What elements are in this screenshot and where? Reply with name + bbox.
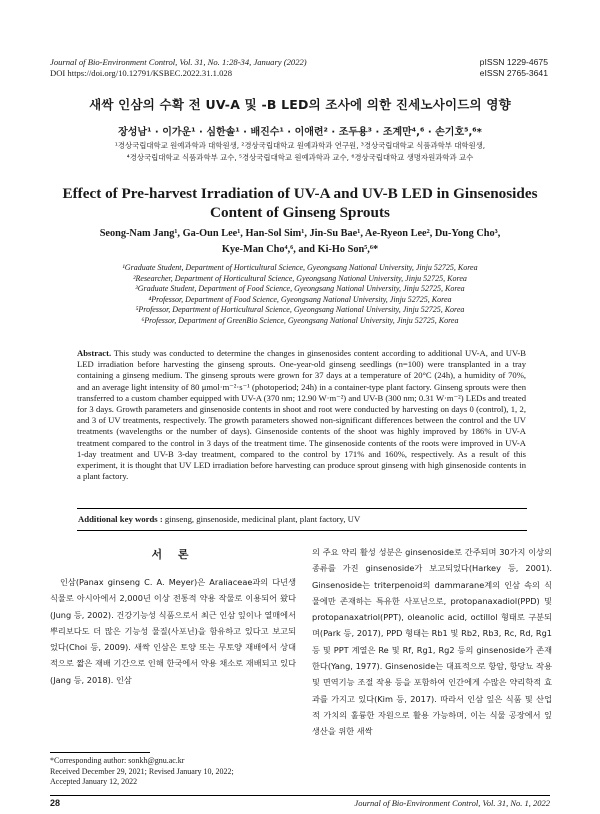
english-title [0,184,600,222]
abstract [77,348,526,482]
keywords [78,514,528,524]
received-dates: Received December 29, 2021; Revised January 10, 2022; [50,766,234,776]
divider [77,530,527,531]
affiliation-line: ¹Graduate Student, Department of Horticultural Science, Gyeongsang National University, Jinju 52725, Korea [122,263,478,272]
body-paragraph: 인삼(Panax ginseng C. A. Meyer)은 Araliaceae과의 다년생 식물로 아시아에서 2,000년 이상 전통적 약용 작물로 이용되어 왔다(Jung 등, 2002). 건강기능성 식품으로서 최근 인삼 잎이나 열매에서 뿌리보다도 더 많은 기능성 물질(사포닌)을 함유하고 있다고 보고되었다(Choi 등, 2009). 새싹 인삼은 토양 또는 무토양 재배에서 상대적으로 짧은 재배 기간으로 인해 한국에서 약용 채소로 재배되고 있다(Jang 등, 2018). 인삼 [50,577,296,685]
affiliation-line: ⁴Professor, Department of Food Science, Gyeongsang National University, Jinju 52725, Korea [148,294,452,304]
english-authors-line: Kye-Man Cho⁴,⁶, and Ki-Ho Son⁵,⁶* [221,244,379,255]
body-column-left [50,574,296,688]
keywords-text: ginseng, ginsenoside, medicinal plant, plant factory, UV [162,514,361,524]
section-title: 서 론 [151,548,195,561]
affiliation-line: ³Graduate Student, Department of Food Science, Gyeongsang National University, Jinju 52725, Korea [135,284,465,294]
korean-affil-line: ⁴경상국립대학교 식품과학부 교수, ⁵경상국립대학교 원예과학과 교수, ⁶경상국립대학교 생명자원과학과 교수 [126,153,474,162]
body-column-right [312,544,552,740]
english-title-line: Content of Ginseng Sprouts [210,204,390,221]
eissn: eISSN 2765-3641 [479,68,548,78]
korean-affiliations [0,140,600,164]
footer-journal: Journal of Bio-Environment Control, Vol. 31, No. 1, 2022 [354,798,550,808]
page-number: 28 [50,798,61,808]
affiliation-line: ⁶Professor, Department of GreenBio Science, Gyeongsang National University, Jinju 52725, Korea [141,315,459,325]
divider [77,508,527,509]
english-affiliations [0,263,600,327]
footnote-divider [50,752,150,753]
keywords-label: Additional key words : [78,514,163,524]
korean-authors: 장성남¹ · 이가운¹ · 심한솔¹ · 배진수¹ · 이애련² · 조두용³ · 조계만⁴,⁶ · 손기호⁵,⁶* [118,127,482,138]
body-paragraph: 의 주요 약리 활성 성분은 ginsenoside로 간주되며 30가지 이상의 종류를 가진 ginsenoside가 보고되었다(Harkey 등, 2001). Ginsenoside는 triterpenoid의 dammarane계의 인삼 속의 식물에만 존재하는 특유한 사포닌으로, protopanaxadiol(PPD) 및 protopanaxatriol(PPT), oleanolic acid, octillol 형태로 구분되며(Park 등, 2017), PPD 형태는 Rb1 및 Rb2, Rb3, Rc, Rd, Rg1 등 및 PPT 계열은 Re 및 Rf, Rg1, Rg2 등의 ginsenoside가 존재한다(Yang, 1977). Ginsenoside는 대표적으로 항암, 항당뇨 작용 및 면역기능 조절 작용 등을 포함하여 인간에게 수많은 약리학적 효과를 가지고 있다(Kim 등, 2017). 따라서 인삼 잎은 식품 및 산업적 가치의 훌륭한 자원으로 활용 가능하며, 이는 식물 공장에서 잎 생산을 위한 새싹 [312,547,552,737]
accepted-date: Accepted January 12, 2022 [50,777,138,786]
doi-line: DOI https://doi.org/10.12791/KSBEC.2022.31.1.028 [50,68,232,78]
issn-block [480,57,548,79]
affiliation-line: ²Researcher, Department of Horticultural Science, Gyeongsang National University, Jinju 52725, Korea [133,273,467,283]
journal-citation: Journal of Bio-Environment Control, Vol. 31, No. 1:28-34, January (2022) [50,57,307,67]
corresponding-author: *Corresponding author: sonkh@gnu.ac.kr [50,756,185,765]
affiliation-line: ⁵Professor, Department of Horticultural Science, Gyeongsang National University, Jinju 52725, Korea [135,305,465,315]
journal-header [50,57,307,79]
english-authors-line: Seong-Nam Jang¹, Ga-Oun Lee¹, Han-Sol Sim¹, Jin-Su Bae¹, Ae-Ryeon Lee², Du-Yong Cho³, [99,228,501,239]
korean-affil-line: ¹경상국립대학교 원예과학과 대학원생, ²경상국립대학교 원예과학과 연구원, ³경상국립대학교 식품과학부 대학원생, [114,141,486,150]
english-title-line: Effect of Pre-harvest Irradiation of UV-A and UV-B LED in Ginsenosides [62,185,538,202]
abstract-text: This study was conducted to determine the changes in ginsenosides content according to additional UV-A, and UV-B LED irradiation before harvesting the ginseng sprouts. One-year-old ginseng seedlings (n=100) were transplanted in a tray containing a ginseng medium. The ginseng sprouts were grown for 37 days at a temperature of 20°C (24h), a humidity of 70%, and an average light intensity of 80 μmol·m⁻²·s⁻¹ (photoperiod; 24h) in a container-type plant factory. Ginseng sprouts were then transferred to a custom chamber equipped with UV-A (370 nm; 12.90 W·m⁻²) and UV-B (300 nm; 0.31 W·m⁻²) LEDs and treated for 3 days. Growth parameters and ginsenoside contents in shoot and root were conducted by harvesting on days 0 (control), 1, 2, and 3 of UV treatments, respectively. The growth parameters showed non-significant differences between the control and the UV treatments (wavelengths or the number of days). Ginsenoside contents of the shoot was highly improved by 186% in UV-A treatment compared to the control in 3 days of the treatment time. The ginsenoside contents of the roots were improved in UV-A 1-day treatment and UV-B 3-day treatment, compared to the control by 171% and 160%, respectively. As a result of this experiment, it is thought that UV LED irradiation before harvesting can produce sprout ginseng with high ginsenoside contents in a plant factory. [77,348,526,482]
footnote [50,756,296,788]
korean-title: 새싹 인삼의 수확 전 UV-A 및 -B LED의 조사에 의한 진세노사이드의 영향 [89,97,511,112]
english-authors [0,226,600,258]
abstract-label: Abstract. [77,348,112,358]
footer-divider [50,795,550,796]
pissn: pISSN 1229-4675 [479,57,548,67]
